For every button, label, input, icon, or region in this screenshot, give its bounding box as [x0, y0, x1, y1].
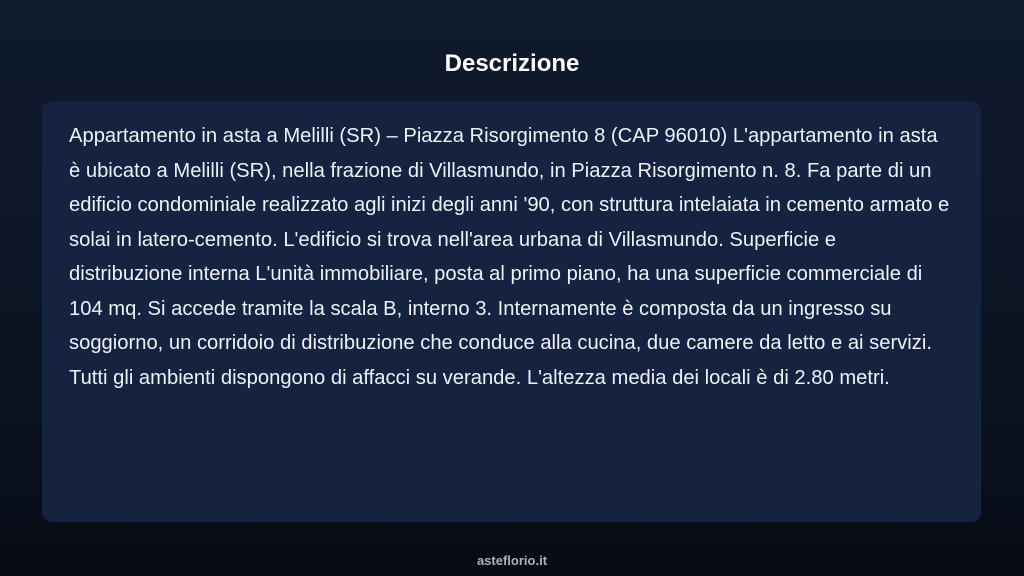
footer-bar	[0, 544, 1024, 576]
description-text: Appartamento in asta a Melilli (SR) – Piazza Risorgimento 8 (CAP 96010) L'appartamento in asta è ubicato a Melilli (SR), nella frazione di Villasmundo, in Piazza Risorgimento n. 8. Fa parte di un edificio condominiale realizzato agli inizi degli anni '90, con struttura intelaiata in cemento armato e solai in latero-cemento. L'edificio si trova nell'area urbana di Villasmundo. Superficie e distribuzione interna L'unità immobiliare, posta al primo piano, ha una superficie commerciale di 104 mq. Si accede tramite la scala B, interno 3. Internamente è composta da un ingresso su soggiorno, un corridoio di distribuzione che conduce alla cucina, due camere da letto e ai servizi. Tutti gli ambienti dispongono di affacci su verande. L'altezza media dei locali è di 2.80 metri.	[69, 125, 950, 389]
description-card	[42, 101, 981, 522]
footer-site-label: asteflorio.it	[476, 553, 548, 568]
page-title: Descrizione	[444, 50, 580, 77]
